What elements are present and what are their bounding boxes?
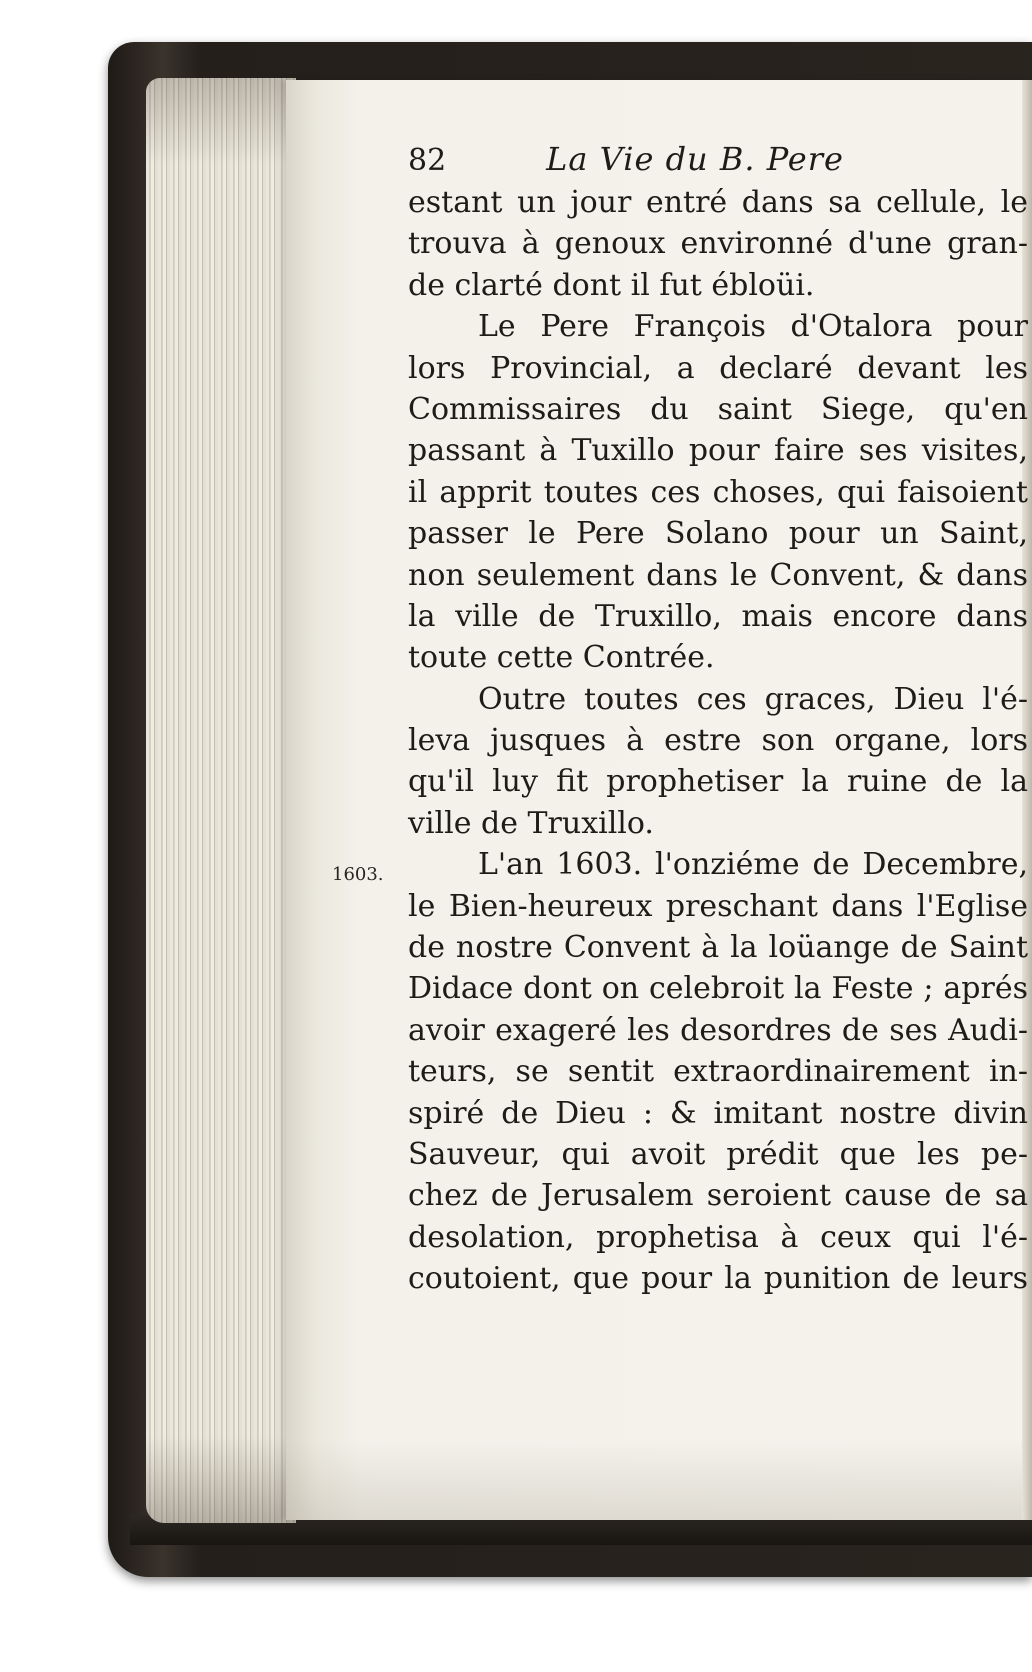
text-line: chez de Jerusalem seroient cause de sa (408, 1178, 1028, 1214)
text-line: non seulement dans le Convent, & dans (408, 557, 1028, 593)
margin-note-year: 1603. (332, 864, 384, 885)
page-number: 82 (408, 143, 447, 178)
text-line: le Bien-heureux preschant dans l'Eglise (408, 888, 1028, 924)
running-head (408, 136, 1028, 182)
page-text (408, 136, 1028, 1300)
text-line: avoir exageré les desordres de ses Audi- (408, 1012, 1028, 1048)
text-line: estant un jour entré dans sa cellule, le (408, 185, 1028, 220)
text-line: toute cette Contrée. (408, 640, 715, 676)
text-line: de clarté dont il fut ébloüi. (408, 267, 815, 303)
text-line: coutoient, que pour la punition de leurs (408, 1261, 1028, 1297)
running-title: La Vie du B. Pere (546, 140, 844, 178)
text-line: Didace dont on celebroit la Feste ; aprés (408, 971, 1028, 1007)
text-line: lors Provincial, a declaré devant les (408, 350, 1028, 386)
text-line: Outre toutes ces graces, Dieu l'é- (478, 681, 1028, 717)
text-line: Le Pere François d'Otalora pour (478, 309, 1028, 345)
text-line: Sauveur, qui avoit prédit que les pe- (408, 1136, 1028, 1172)
text-line: de nostre Convent à la loüange de Saint (408, 930, 1028, 966)
text-line: ville de Truxillo. (408, 805, 654, 841)
text-line: L'an 1603. l'onziéme de Decembre, (478, 847, 1028, 883)
text-line: spiré de Dieu : & imitant nostre divin (408, 1095, 1028, 1131)
text-line: passant à Tuxillo pour faire ses visites, (408, 433, 1028, 469)
text-line: teurs, se sentit extraordinairement in- (408, 1054, 1028, 1090)
text-line: trouva à genoux environné d'une gran- (408, 226, 1028, 262)
page-edges (146, 78, 296, 1523)
text-line: la ville de Truxillo, mais encore dans (408, 598, 1028, 634)
text-line: desolation, prophetisa à ceux qui l'é- (408, 1219, 1028, 1255)
text-line: leva jusques à estre son organe, lors (408, 723, 1028, 759)
text-line: qu'il luy fit prophetiser la ruine de la (408, 764, 1028, 800)
text-line: Commissaires du saint Siege, qu'en (408, 391, 1028, 427)
text-line: il apprit toutes ces choses, qui faisoient (408, 474, 1028, 510)
text-line: passer le Pere Solano pour un Saint, (408, 516, 1028, 552)
